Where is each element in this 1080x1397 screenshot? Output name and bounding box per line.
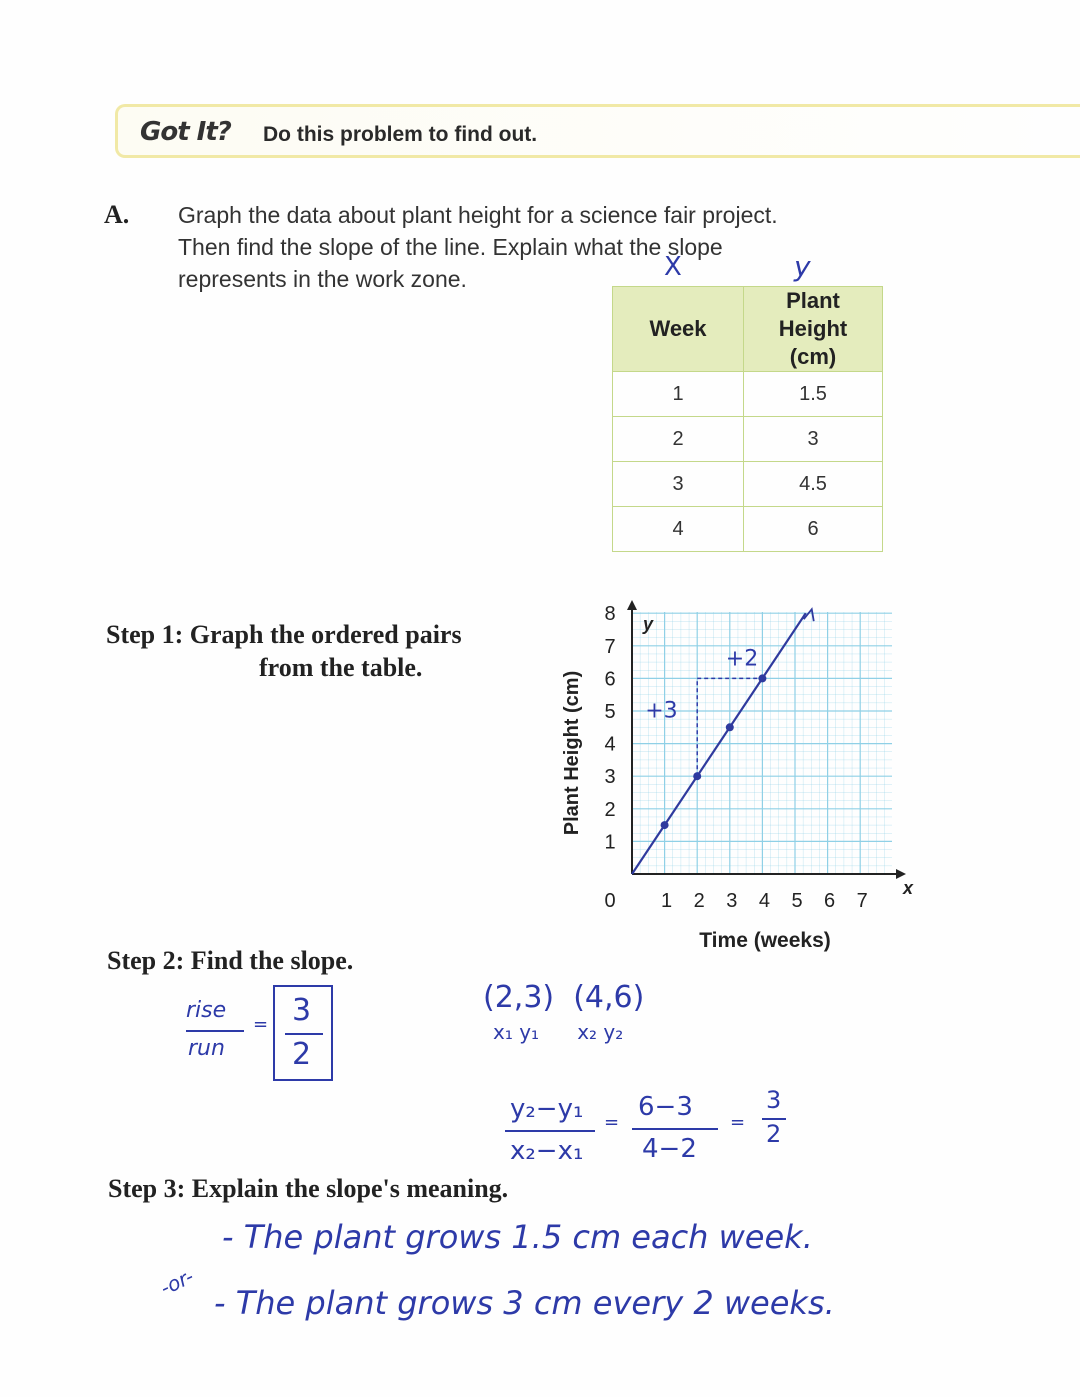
table-row xyxy=(613,372,883,417)
step3-label-line xyxy=(108,1174,508,1204)
box-numerator: 3 xyxy=(292,993,312,1028)
x-tick-label: 3 xyxy=(726,890,738,912)
step1-label-line xyxy=(106,620,462,650)
prompt-line: Then find the slope of the line. Explain what the slope xyxy=(178,234,723,260)
graph-data-line xyxy=(632,609,814,874)
graph-grid xyxy=(632,612,892,874)
step2-label: Step 2: xyxy=(107,946,185,975)
header-week: Week xyxy=(613,287,744,372)
y-axis-title: Plant Height (cm) xyxy=(561,670,583,836)
table-cell: 3 xyxy=(613,462,744,507)
y-tick-label: 4 xyxy=(604,733,616,756)
plant-height-table xyxy=(612,286,883,552)
x-tick-label: 4 xyxy=(758,890,770,912)
step3-label: Step 3: xyxy=(108,1174,186,1203)
problem-prompt xyxy=(178,199,878,295)
graph-axes xyxy=(627,600,906,879)
ordered-pairs: (2,3) (4,6) xyxy=(483,980,645,1015)
calc-numerator: 6−3 xyxy=(638,1092,693,1122)
data-point xyxy=(758,674,766,682)
rise-word: rise xyxy=(186,998,227,1023)
handwritten-x-label: X xyxy=(664,252,682,282)
calc-equals: = xyxy=(730,1112,746,1133)
table-cell: 4 xyxy=(613,507,744,552)
y-tick-label: 8 xyxy=(604,603,616,626)
result-numerator: 3 xyxy=(766,1086,782,1114)
box-fraction-bar xyxy=(285,1033,323,1035)
prompt-line: represents in the work zone. xyxy=(178,266,467,292)
y-tick-label: 7 xyxy=(604,635,616,658)
formula-numerator: y₂−y₁ xyxy=(510,1094,584,1124)
origin-label: 0 xyxy=(604,890,616,912)
table-row xyxy=(613,417,883,462)
formula-denominator: x₂−x₁ xyxy=(510,1136,584,1166)
plant-height-graph xyxy=(540,590,920,960)
handwritten-y-label: y xyxy=(794,250,811,283)
table-cell: 1 xyxy=(613,372,744,417)
got-it-title: Got It? xyxy=(140,117,231,147)
calc-denominator: 4−2 xyxy=(642,1134,697,1164)
y-tick-label: 6 xyxy=(604,668,616,691)
table-cell: 4.5 xyxy=(744,462,883,507)
table-row xyxy=(613,462,883,507)
table-cell: 6 xyxy=(744,507,883,552)
step1-label: Step 1: xyxy=(106,620,184,649)
got-it-subtitle: Do this problem to find out. xyxy=(263,123,538,146)
pair-labels: x₁ y₁ x₂ y₂ xyxy=(493,1020,624,1044)
step2-text: Find the slope. xyxy=(190,946,354,975)
slope-answer-box xyxy=(273,985,333,1081)
x-tick-label: 2 xyxy=(693,890,705,912)
table-header-row xyxy=(613,287,883,372)
rise-run-divider xyxy=(186,1030,244,1032)
table-cell: 2 xyxy=(613,417,744,462)
data-point xyxy=(661,821,669,829)
equals-sign: = xyxy=(253,1014,269,1035)
x-tick-label: 6 xyxy=(824,890,836,912)
step1-text: Graph the ordered pairs xyxy=(189,620,462,649)
problem-letter: A. xyxy=(104,200,130,229)
x-axis-title: Time (weeks) xyxy=(699,929,831,952)
step1-text-line2: from the table. xyxy=(259,653,423,682)
rise-annotation: +3 xyxy=(645,698,678,724)
table-cell: 1.5 xyxy=(744,372,883,417)
formula-equals: = xyxy=(604,1112,620,1133)
step3-answer-1: - The plant grows 1.5 cm each week. xyxy=(222,1218,813,1256)
run-annotation: +2 xyxy=(725,646,759,672)
step3-answer-2: - The plant grows 3 cm every 2 weeks. xyxy=(214,1284,835,1322)
result-denominator: 2 xyxy=(766,1120,782,1148)
y-axis-letter: y xyxy=(642,614,654,634)
formula-bar xyxy=(505,1130,595,1132)
prompt-line: Graph the data about plant height for a science fair project. xyxy=(178,202,778,228)
run-word: run xyxy=(188,1036,225,1061)
y-tick-label: 5 xyxy=(604,701,616,723)
x-tick-label: 5 xyxy=(791,890,803,912)
step3-text: Explain the slope's meaning. xyxy=(191,1174,509,1203)
data-point xyxy=(726,723,734,731)
y-tick-label: 1 xyxy=(604,831,616,854)
x-tick-label: 7 xyxy=(856,890,868,912)
x-tick-label: 1 xyxy=(661,890,673,912)
box-denominator: 2 xyxy=(292,1037,312,1072)
got-it-banner xyxy=(115,104,1080,158)
y-tick-label: 3 xyxy=(604,766,616,789)
y-tick-label: 2 xyxy=(604,798,616,821)
calc-bar xyxy=(632,1128,718,1130)
table-row xyxy=(613,507,883,552)
or-label: -or- xyxy=(156,1263,198,1301)
x-axis-letter: x xyxy=(902,878,914,898)
table-cell: 3 xyxy=(744,417,883,462)
y-axis-arrow xyxy=(627,600,637,610)
header-plant-height xyxy=(744,287,883,372)
step2-label-line xyxy=(107,946,353,976)
header-plant-height-text: Plant Height (cm) xyxy=(778,288,848,369)
